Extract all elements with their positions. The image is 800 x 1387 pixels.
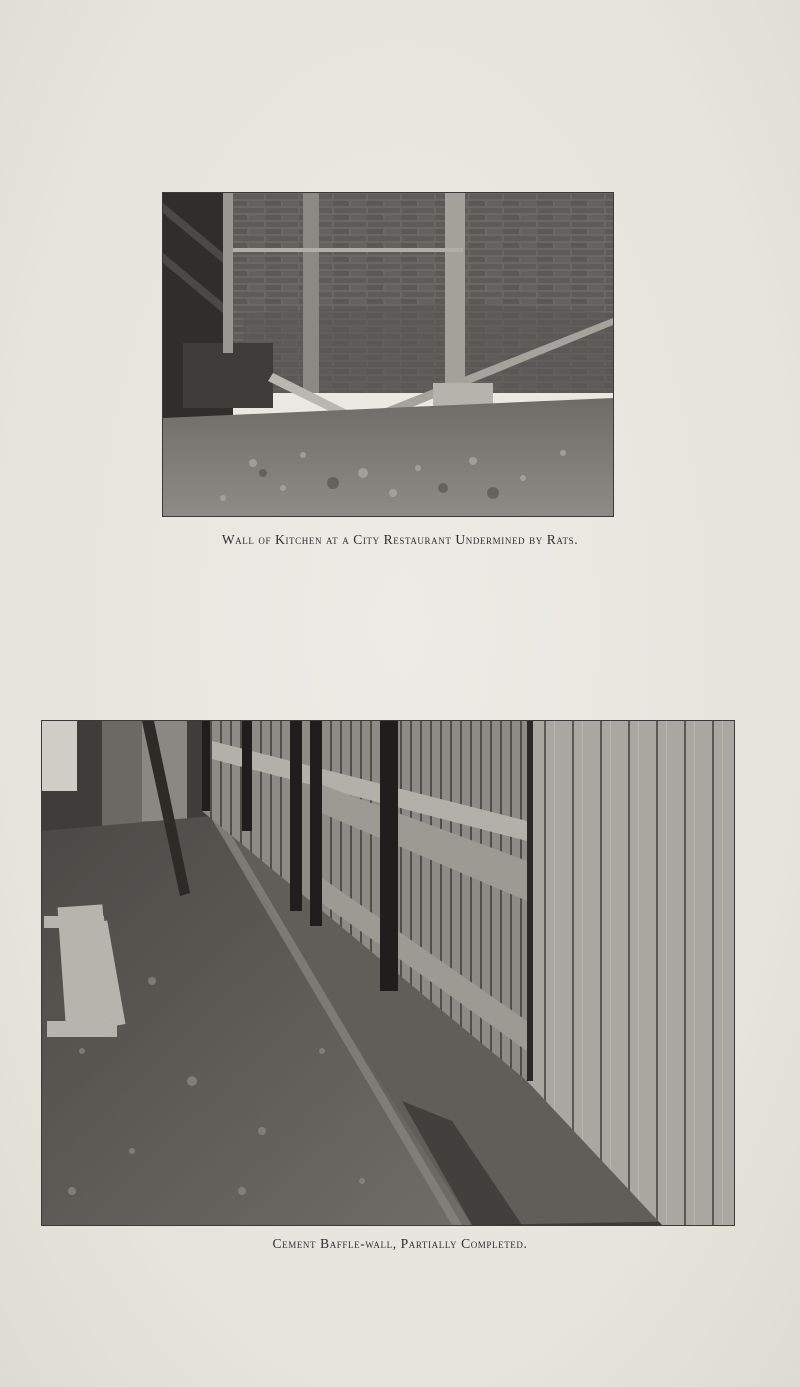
photo-baffle-wall [41, 720, 735, 1226]
photo-kitchen-wall [162, 192, 614, 517]
caption-kitchen-wall: Wall of Kitchen at a City Restaurant Undermined by Rats. [221, 532, 579, 547]
caption-baffle-wall: Cement Baffle-wall, Partially Completed. [272, 1236, 528, 1251]
